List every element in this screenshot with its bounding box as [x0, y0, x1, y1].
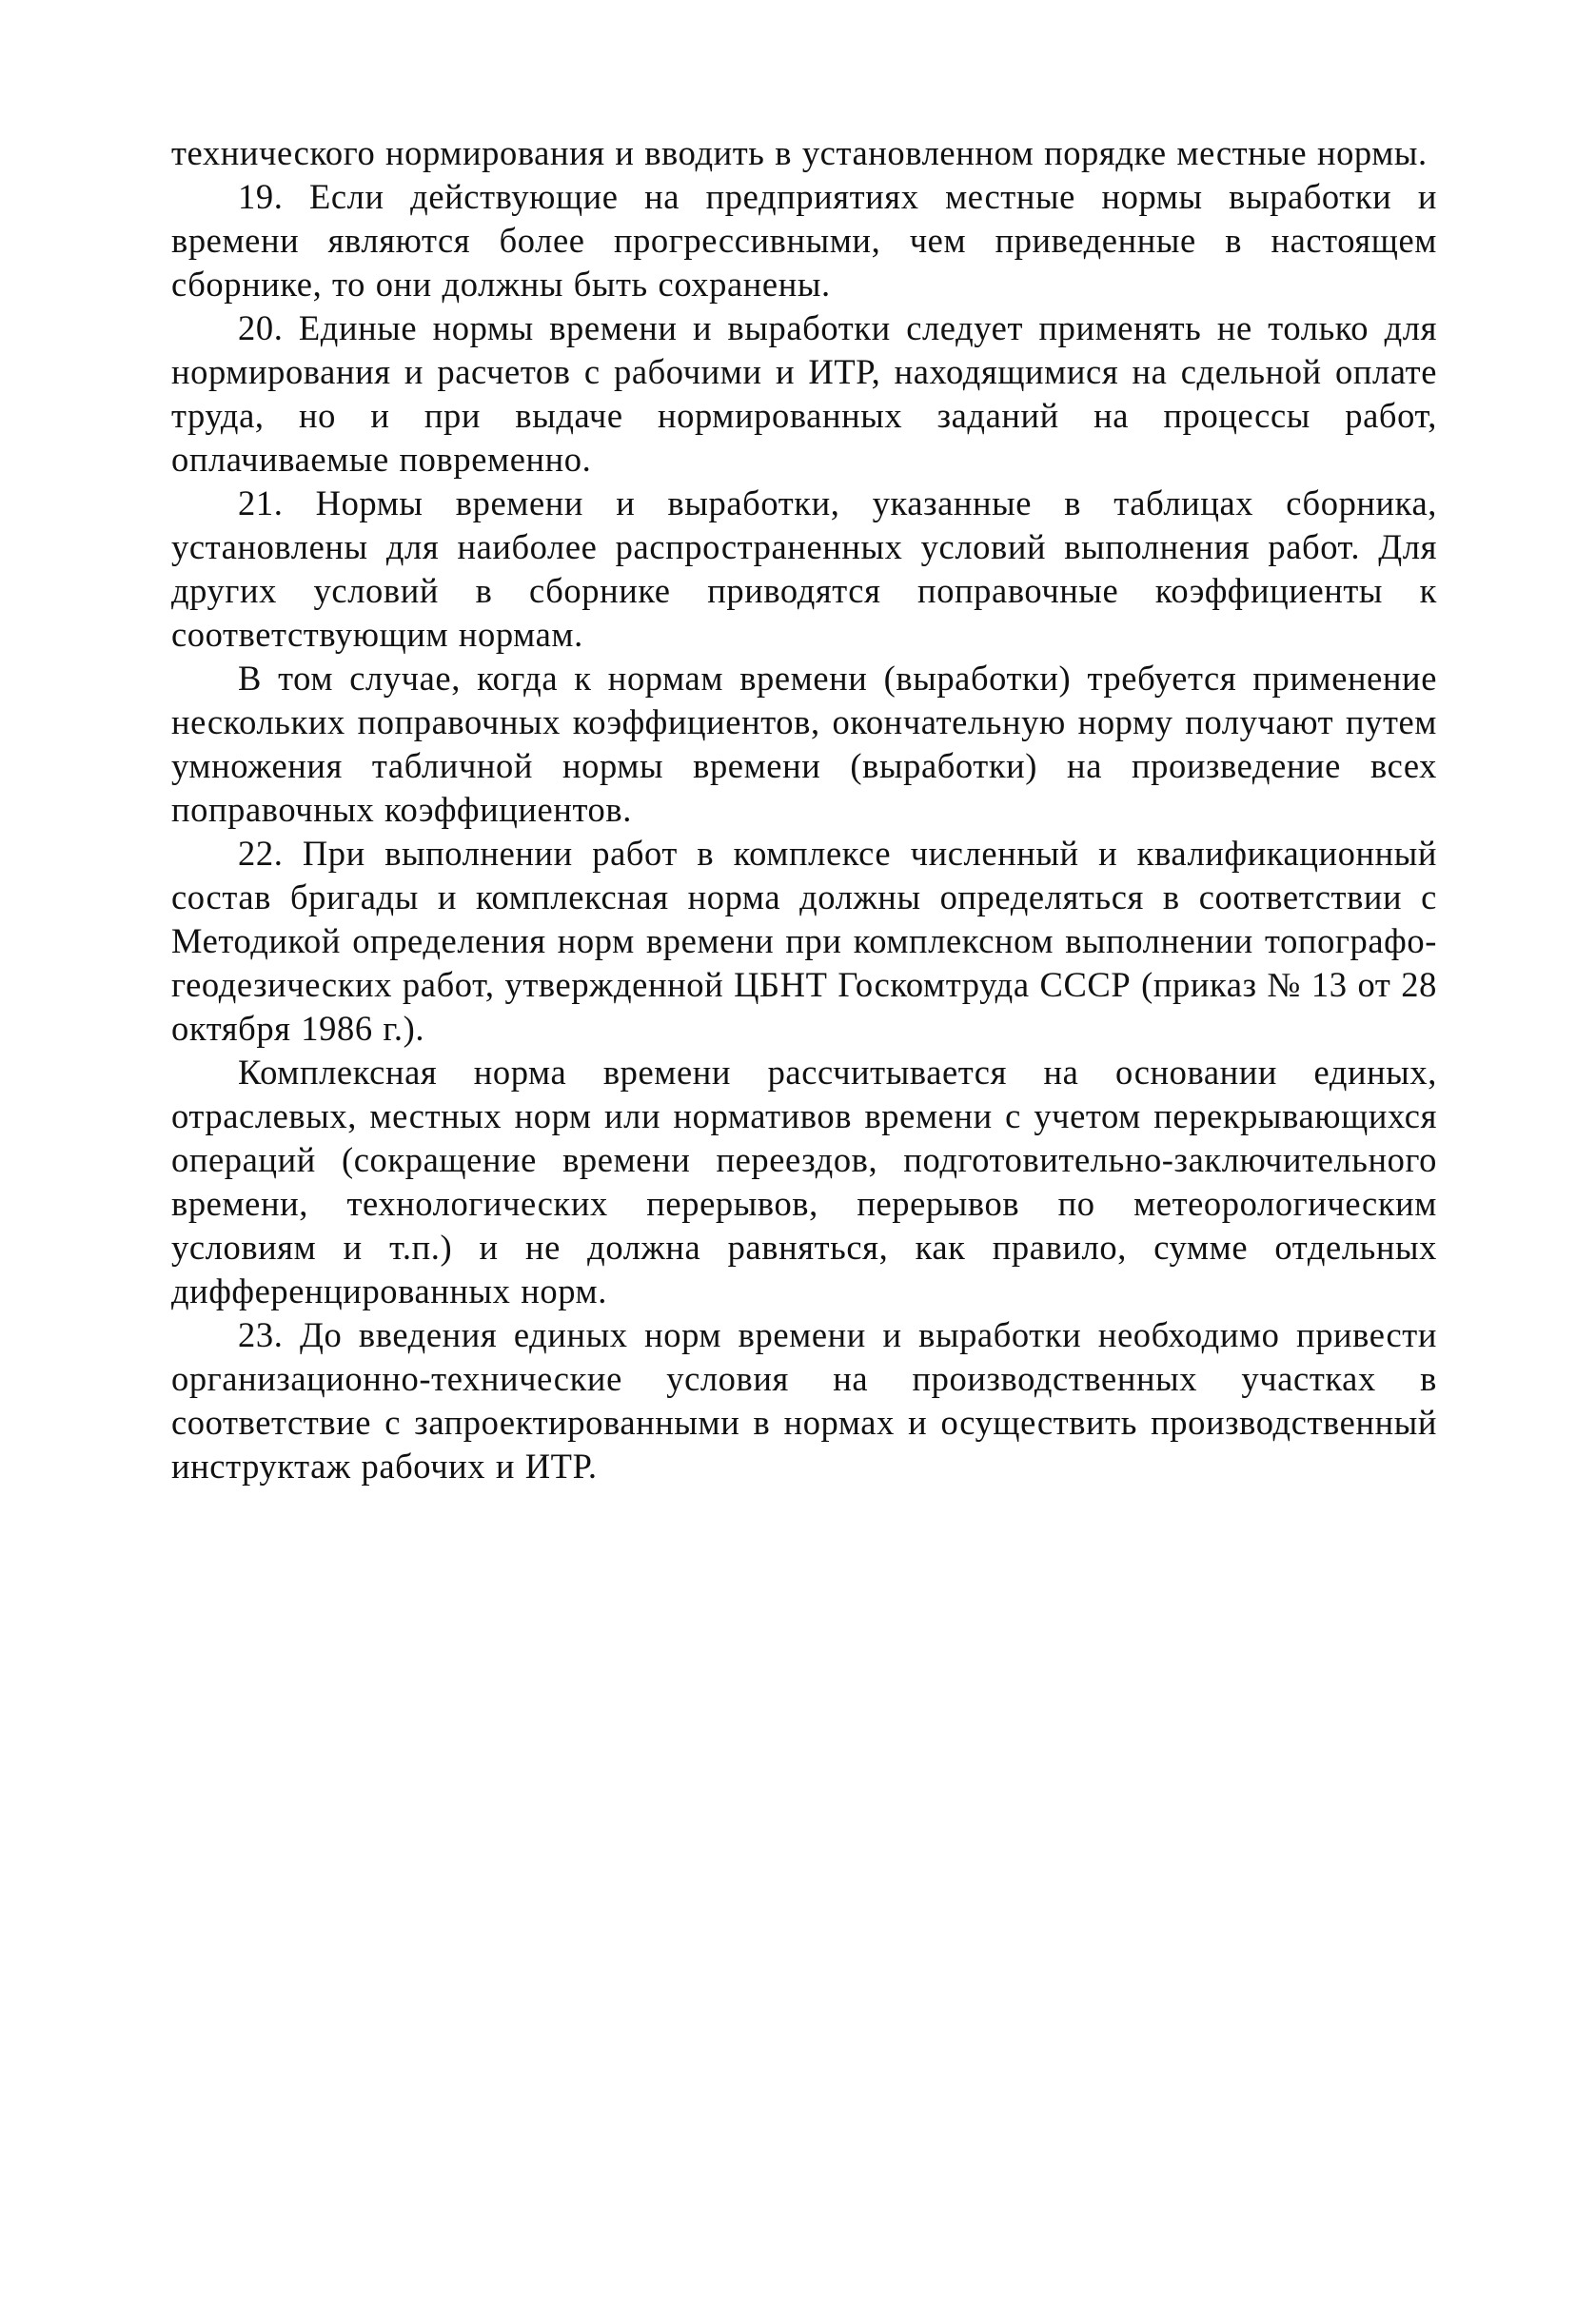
paragraph-22-continuation: Комплексная норма времени рассчитывается на основании единых, отраслевых, местных норм или нормативов времени с учетом перекрывающихся операций (сокращение времени переездов, подготовительно-заключительного времени, технологических перерывов, перерывов по метеорологическим условиям и т.п.) и не должна равняться, как правило, сумме отдельных дифференцированных норм. — [171, 1053, 1437, 1310]
paragraph-19: 19. Если действующие на предприятиях местные нормы выработки и времени являются более прогрессивными, чем приведенные в настоящем сборнике, то они должны быть сохранены. — [171, 177, 1437, 304]
paragraph-21-continuation: В том случае, когда к нормам времени (выработки) требуется применение нескольких поправочных коэффициентов, окончательную норму получают путем умножения табличной нормы времени (выработки) на произведение всех поправочных коэффициентов. — [171, 659, 1437, 829]
paragraph-22: 22. При выполнении работ в комплексе численный и квалификационный состав бригады и комплексная норма должны определяться в соответствии с Методикой определения норм времени при комплексном выполнении топографо-геодезических работ, утвержденной ЦБНТ Госкомтруда СССР (приказ № 13 от 28 октября 1986 г.). — [171, 834, 1437, 1048]
paragraph-21: 21. Нормы времени и выработки, указанные в таблицах сборника, установлены для наиболее распространенных условий выполнения работ. Для других условий в сборнике приводятся поправочные коэффициенты к соответствующим нормам. — [171, 483, 1437, 654]
document-page — [171, 131, 1437, 1488]
paragraph-continuation: технического нормирования и вводить в установленном порядке местные нормы. — [171, 133, 1428, 172]
paragraph-23: 23. До введения единых норм времени и выработки необходимо привести организационно-технические условия на производственных участках в соответствие с запроектированными в нормах и осуществить производственный инструктаж рабочих и ИТР. — [171, 1315, 1437, 1486]
paragraph-20: 20. Единые нормы времени и выработки следует применять не только для нормирования и расчетов с рабочими и ИТР, находящимися на сдельной оплате труда, но и при выдаче нормированных заданий на процессы работ, оплачиваемые повременно. — [171, 308, 1437, 479]
